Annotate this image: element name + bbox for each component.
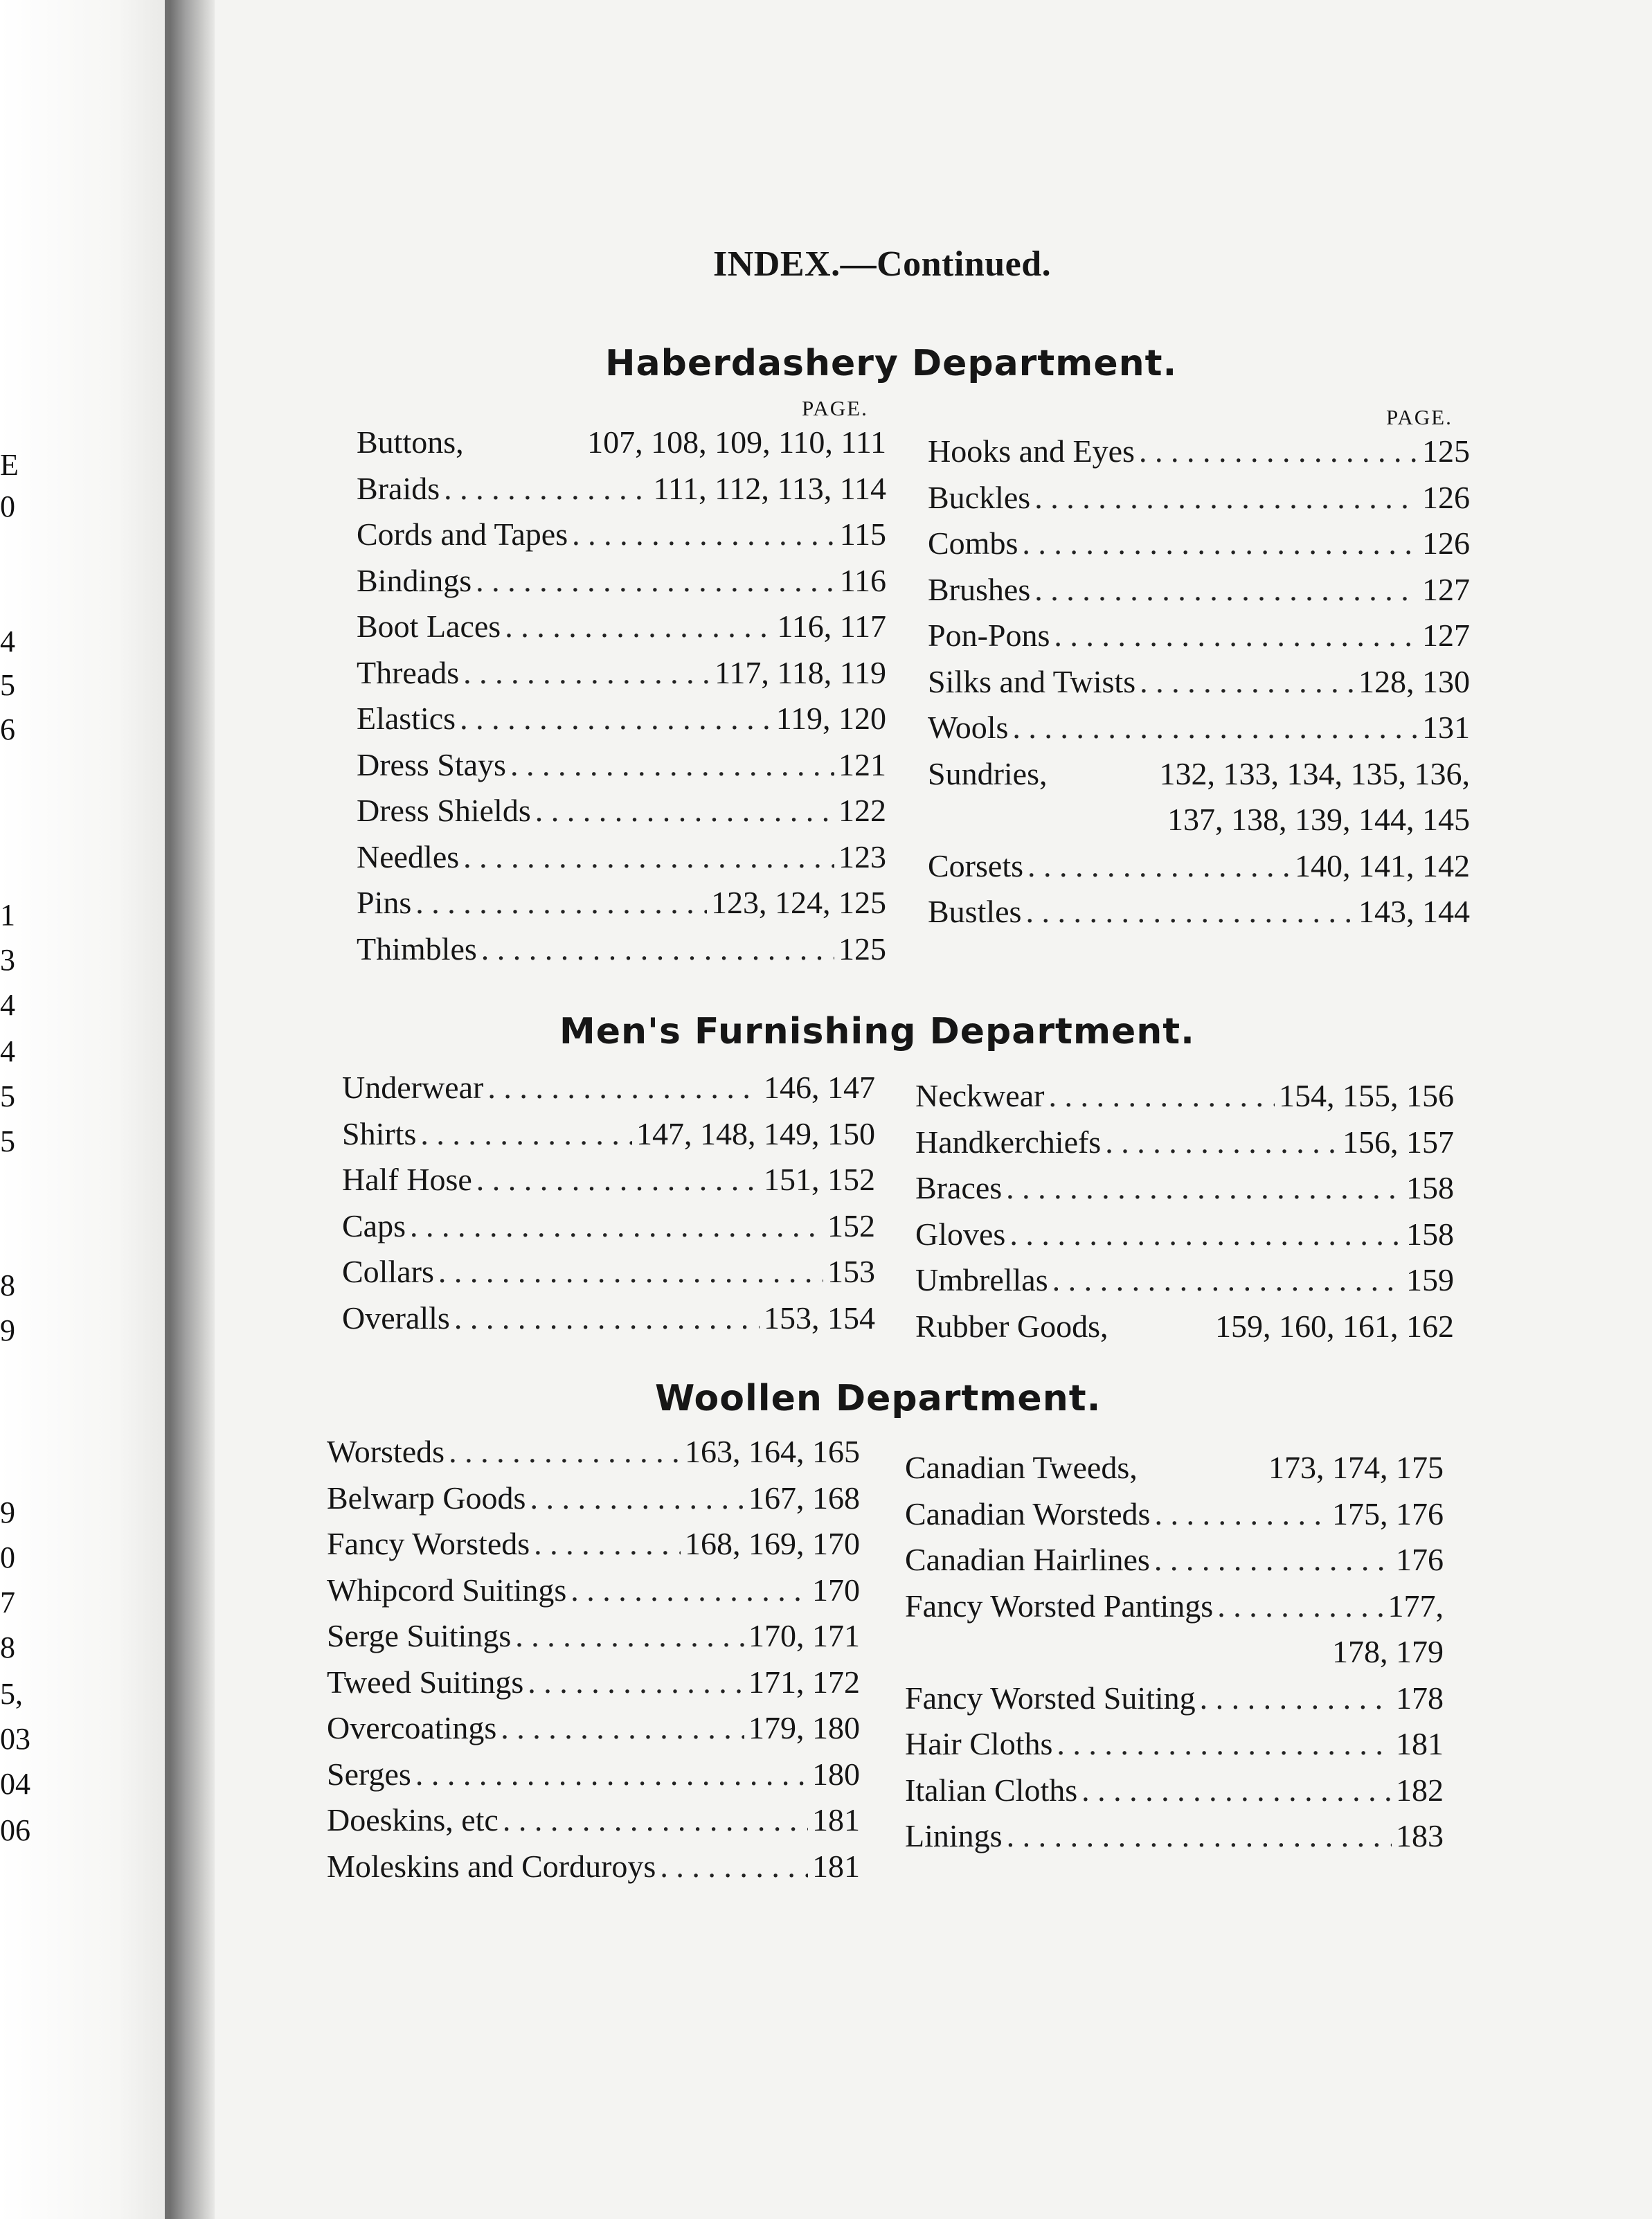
entry-pages: 137, 138, 139, 144, 145 <box>1167 802 1470 837</box>
bleed-glyph: 03 <box>0 1722 30 1756</box>
entry-name: Serge Suitings <box>327 1618 512 1653</box>
entry-name: Shirts <box>342 1115 417 1151</box>
entry-name: Needles <box>357 838 460 874</box>
dot-leader <box>535 792 834 829</box>
entry-pages: 125 <box>1422 433 1470 469</box>
entry-name: Pon-Pons <box>928 618 1050 653</box>
entry-name: Serges <box>327 1756 411 1792</box>
index-entry <box>327 1709 860 1756</box>
dot-leader <box>487 1069 760 1106</box>
gutter-shadow <box>170 0 215 2219</box>
entry-pages: 159, 160, 161, 162 <box>1215 1308 1454 1344</box>
entry-name: Wools <box>928 710 1009 745</box>
entry-pages: 171, 172 <box>748 1664 860 1700</box>
bleed-glyph: 04 <box>0 1767 30 1801</box>
dot-leader <box>410 1207 823 1244</box>
entry-pages: 143, 144 <box>1358 894 1470 929</box>
index-entry <box>357 470 886 516</box>
dot-leader <box>503 1802 808 1838</box>
index-entry <box>357 562 886 609</box>
entry-name: Caps <box>342 1207 406 1243</box>
bleed-glyph: 9 <box>0 1313 15 1347</box>
entry-pages: 140, 141, 142 <box>1295 847 1470 883</box>
index-entry-continuation <box>905 1633 1444 1680</box>
entry-pages: 107, 108, 109, 110, 111 <box>587 424 886 460</box>
dot-leader <box>1012 709 1418 746</box>
dot-leader <box>476 1161 760 1198</box>
dot-leader <box>415 1756 808 1793</box>
entry-pages: 121 <box>838 746 886 782</box>
bleed-glyph: 5 <box>0 1124 15 1158</box>
dot-leader <box>528 1664 744 1700</box>
index-column-left <box>327 1433 860 1894</box>
entry-name: Buckles <box>928 479 1031 515</box>
entry-pages: 181 <box>812 1802 860 1838</box>
dot-leader <box>572 516 836 552</box>
entry-pages: 119, 120 <box>775 701 886 736</box>
dot-leader <box>1025 893 1354 930</box>
index-entry <box>357 424 886 470</box>
entry-pages: 127 <box>1422 618 1470 653</box>
dot-leader <box>501 1709 744 1746</box>
entry-pages: 122 <box>838 793 886 828</box>
entry-pages: 158 <box>1406 1216 1454 1252</box>
entry-pages: 123, 124, 125 <box>711 885 886 920</box>
dot-leader <box>449 1433 681 1470</box>
entry-pages: 147, 148, 149, 150 <box>636 1115 875 1151</box>
bleed-glyph: 6 <box>0 712 15 746</box>
index-entry <box>905 1449 1444 1495</box>
entry-pages: 181 <box>812 1848 860 1884</box>
entry-pages: 156, 157 <box>1343 1124 1454 1160</box>
dot-leader <box>1006 1169 1402 1206</box>
entry-name: Hair Cloths <box>905 1726 1053 1761</box>
index-entry <box>928 663 1470 710</box>
index-entry <box>915 1077 1454 1124</box>
entry-name: Tweed Suitings <box>327 1664 524 1700</box>
entry-pages: 116, 117 <box>777 609 886 644</box>
index-entry <box>342 1161 875 1207</box>
entry-name: Rubber Goods, <box>915 1308 1108 1344</box>
index-entry <box>357 654 886 701</box>
dot-leader <box>1154 1495 1328 1532</box>
entry-pages: 152 <box>827 1207 875 1243</box>
entry-name: Braces <box>915 1170 1003 1205</box>
entry-pages: 125 <box>838 931 886 967</box>
dot-leader <box>454 1300 760 1336</box>
dot-leader <box>444 470 649 507</box>
entry-pages: 117, 118, 119 <box>715 654 886 690</box>
entry-pages: 178, 179 <box>1332 1634 1444 1669</box>
dot-leader <box>1057 1725 1392 1762</box>
entry-name: Italian Cloths <box>905 1772 1078 1808</box>
dot-leader <box>438 1253 823 1290</box>
dot-leader <box>420 1115 632 1152</box>
entry-name: Linings <box>905 1818 1003 1853</box>
bleed-glyph: 06 <box>0 1813 30 1847</box>
entry-pages: 175, 176 <box>1332 1495 1444 1531</box>
dot-leader <box>1034 571 1418 608</box>
entry-name: Hooks and Eyes <box>928 433 1135 469</box>
entry-pages: 153 <box>827 1254 875 1289</box>
entry-name: Moleskins and Corduroys <box>327 1848 656 1884</box>
dot-leader <box>1034 479 1418 516</box>
dot-leader <box>463 654 710 691</box>
index-entry <box>357 746 886 793</box>
entry-pages: 176 <box>1396 1542 1444 1577</box>
dot-leader <box>571 1572 808 1608</box>
index-entry <box>327 1848 860 1894</box>
index-entry <box>928 617 1470 663</box>
dot-leader <box>1105 1124 1338 1160</box>
bleed-glyph: 4 <box>0 988 15 1022</box>
index-entry <box>905 1817 1444 1864</box>
index-column-right <box>928 433 1470 940</box>
entry-pages: 163, 164, 165 <box>685 1434 860 1469</box>
entry-name: Underwear <box>342 1070 484 1105</box>
entry-name: Overalls <box>342 1300 450 1336</box>
bleed-glyph: E <box>0 448 19 482</box>
entry-pages: 170, 171 <box>748 1618 860 1653</box>
index-entry-continuation <box>928 801 1470 847</box>
index-entry <box>905 1588 1444 1634</box>
entry-name: Dress Shields <box>357 793 531 828</box>
dot-leader <box>1154 1541 1392 1578</box>
index-entry <box>327 1617 860 1664</box>
entry-name: Braids <box>357 470 440 506</box>
entry-name: Threads <box>357 654 460 690</box>
dot-leader <box>1022 525 1418 562</box>
entry-name: Canadian Tweeds, <box>905 1450 1138 1485</box>
index-column-right <box>915 1077 1454 1354</box>
entry-name: Corsets <box>928 847 1023 883</box>
index-entry <box>905 1495 1444 1542</box>
entry-name: Elastics <box>357 701 456 736</box>
dot-leader <box>1217 1588 1383 1624</box>
dot-leader <box>1054 617 1418 654</box>
entry-name: Pins <box>357 885 412 920</box>
section-heading-woollen: Woollen Department. <box>655 1378 1102 1419</box>
entry-pages: 170 <box>812 1572 860 1608</box>
index-entry <box>357 608 886 654</box>
index-entry <box>905 1680 1444 1726</box>
index-entry <box>357 516 886 562</box>
index-entry <box>357 792 886 838</box>
index-entry <box>327 1480 860 1526</box>
page-title: INDEX.—Continued. <box>713 244 1052 284</box>
entry-name: Overcoatings <box>327 1710 497 1745</box>
bleed-glyph: 4 <box>0 625 15 658</box>
entry-pages: 123 <box>838 838 886 874</box>
entry-name: Dress Stays <box>357 746 506 782</box>
index-entry <box>327 1572 860 1618</box>
entry-name: Silks and Twists <box>928 663 1136 699</box>
dot-leader <box>1052 1261 1402 1298</box>
index-entry <box>357 931 886 977</box>
dot-leader <box>463 838 834 875</box>
index-entry <box>357 700 886 746</box>
dot-leader <box>476 562 836 599</box>
bleed-glyph: 5, <box>0 1677 23 1711</box>
dot-leader <box>660 1848 808 1885</box>
index-entry <box>915 1169 1454 1216</box>
index-entry <box>327 1433 860 1480</box>
index-entry <box>928 571 1470 618</box>
entry-pages: 173, 174, 175 <box>1268 1450 1444 1485</box>
dot-leader <box>515 1617 744 1654</box>
entry-pages: 158 <box>1406 1170 1454 1205</box>
bleed-glyph: 9 <box>0 1495 15 1529</box>
bleed-glyph: 8 <box>0 1268 15 1302</box>
entry-name: Belwarp Goods <box>327 1480 526 1516</box>
dot-leader <box>505 608 773 645</box>
dot-leader <box>1009 1216 1402 1252</box>
bleed-glyph: 7 <box>0 1585 15 1619</box>
entry-name: Gloves <box>915 1216 1006 1252</box>
dot-leader <box>1027 847 1291 884</box>
dot-leader <box>1007 1817 1392 1854</box>
bleed-glyph: 5 <box>0 668 15 702</box>
dot-leader <box>415 884 707 921</box>
index-entry <box>357 838 886 885</box>
index-entry <box>327 1802 860 1848</box>
index-entry <box>342 1069 875 1115</box>
index-entry <box>915 1308 1454 1354</box>
entry-pages: 127 <box>1422 571 1470 607</box>
section-heading-haberdashery: Haberdashery Department. <box>605 343 1178 384</box>
dot-leader <box>460 700 772 737</box>
entry-pages: 183 <box>1396 1818 1444 1853</box>
entry-name: Cords and Tapes <box>357 516 568 552</box>
page-column-label: PAGE. <box>802 396 868 420</box>
index-entry <box>327 1756 860 1802</box>
index-entry <box>357 884 886 931</box>
entry-name: Fancy Worsted Suiting <box>905 1680 1196 1716</box>
bleed-glyph: 0 <box>0 489 15 523</box>
bleed-glyph: 8 <box>0 1630 15 1664</box>
dot-leader <box>1048 1077 1275 1114</box>
entry-name: Half Hose <box>342 1162 472 1197</box>
entry-pages: 167, 168 <box>748 1480 860 1516</box>
entry-pages: 180 <box>812 1756 860 1792</box>
index-entry <box>928 893 1470 940</box>
index-entry <box>905 1541 1444 1588</box>
entry-pages: 168, 169, 170 <box>685 1526 860 1561</box>
index-column-left <box>357 424 886 976</box>
entry-pages: 126 <box>1422 479 1470 515</box>
index-column-left <box>342 1069 875 1345</box>
index-entry <box>342 1253 875 1300</box>
entry-name: Canadian Worsteds <box>905 1495 1151 1531</box>
index-entry <box>915 1261 1454 1308</box>
bleed-glyph: 3 <box>0 943 15 977</box>
bleed-glyph: 1 <box>0 898 15 932</box>
dot-leader <box>1140 663 1354 700</box>
index-entry <box>928 433 1470 479</box>
index-column-right <box>905 1449 1444 1864</box>
index-entry <box>342 1207 875 1254</box>
entry-pages: 182 <box>1396 1772 1444 1808</box>
index-entry <box>905 1725 1444 1772</box>
entry-pages: 154, 155, 156 <box>1279 1078 1454 1113</box>
index-entry <box>928 709 1470 755</box>
entry-name: Worsteds <box>327 1434 445 1469</box>
entry-pages: 177, <box>1388 1588 1444 1624</box>
entry-pages: 179, 180 <box>748 1710 860 1745</box>
entry-name: Doeskins, etc <box>327 1802 499 1838</box>
index-entry <box>915 1124 1454 1170</box>
entry-pages: 132, 133, 134, 135, 136, <box>1159 755 1470 791</box>
entry-name: Collars <box>342 1254 434 1289</box>
bleed-glyph: 5 <box>0 1079 15 1113</box>
dot-leader <box>510 746 834 783</box>
entry-pages: 146, 147 <box>764 1070 875 1105</box>
entry-pages: 159 <box>1406 1262 1454 1297</box>
entry-pages: 128, 130 <box>1358 663 1470 699</box>
entry-name: Brushes <box>928 571 1031 607</box>
entry-name: Handkerchiefs <box>915 1124 1102 1160</box>
bleed-glyph: 0 <box>0 1540 15 1574</box>
entry-name: Fancy Worsteds <box>327 1526 530 1561</box>
entry-name: Boot Laces <box>357 609 501 644</box>
entry-name: Buttons, <box>357 424 464 460</box>
bleed-glyph: 4 <box>0 1034 15 1068</box>
entry-pages: 131 <box>1422 710 1470 745</box>
entry-name: Combs <box>928 525 1018 561</box>
entry-name: Fancy Worsted Pantings <box>905 1588 1214 1624</box>
index-entry <box>342 1300 875 1346</box>
entry-pages: 181 <box>1396 1726 1444 1761</box>
index-entry <box>342 1115 875 1162</box>
entry-name: Neckwear <box>915 1078 1045 1113</box>
dot-leader <box>534 1525 681 1562</box>
entry-pages: 153, 154 <box>764 1300 875 1336</box>
entry-name: Sundries, <box>928 755 1048 791</box>
page-column-label: PAGE. <box>1386 405 1453 429</box>
entry-name: Umbrellas <box>915 1262 1048 1297</box>
entry-name: Thimbles <box>357 931 477 967</box>
entry-pages: 178 <box>1396 1680 1444 1716</box>
entry-pages: 116 <box>839 562 886 598</box>
index-entry <box>915 1216 1454 1262</box>
entry-pages: 111, 112, 113, 114 <box>653 470 886 506</box>
entry-pages: 126 <box>1422 525 1470 561</box>
dot-leader <box>481 931 834 967</box>
dot-leader <box>530 1480 744 1516</box>
section-heading-mens-furnishing: Men's Furnishing Department. <box>559 1011 1195 1052</box>
dot-leader <box>1139 433 1418 469</box>
entry-name: Bustles <box>928 894 1022 929</box>
index-entry <box>327 1525 860 1572</box>
index-entry <box>905 1772 1444 1818</box>
entry-name: Bindings <box>357 562 472 598</box>
entry-pages: 151, 152 <box>764 1162 875 1197</box>
entry-name: Whipcord Suitings <box>327 1572 567 1608</box>
index-entry <box>928 479 1470 525</box>
entry-pages: 115 <box>839 516 886 552</box>
index-entry <box>928 525 1470 571</box>
index-entry <box>928 847 1470 894</box>
entry-name: Canadian Hairlines <box>905 1542 1150 1577</box>
dot-leader <box>1081 1772 1392 1808</box>
index-entry <box>327 1664 860 1710</box>
dot-leader <box>1200 1680 1392 1716</box>
index-entry <box>928 755 1470 802</box>
